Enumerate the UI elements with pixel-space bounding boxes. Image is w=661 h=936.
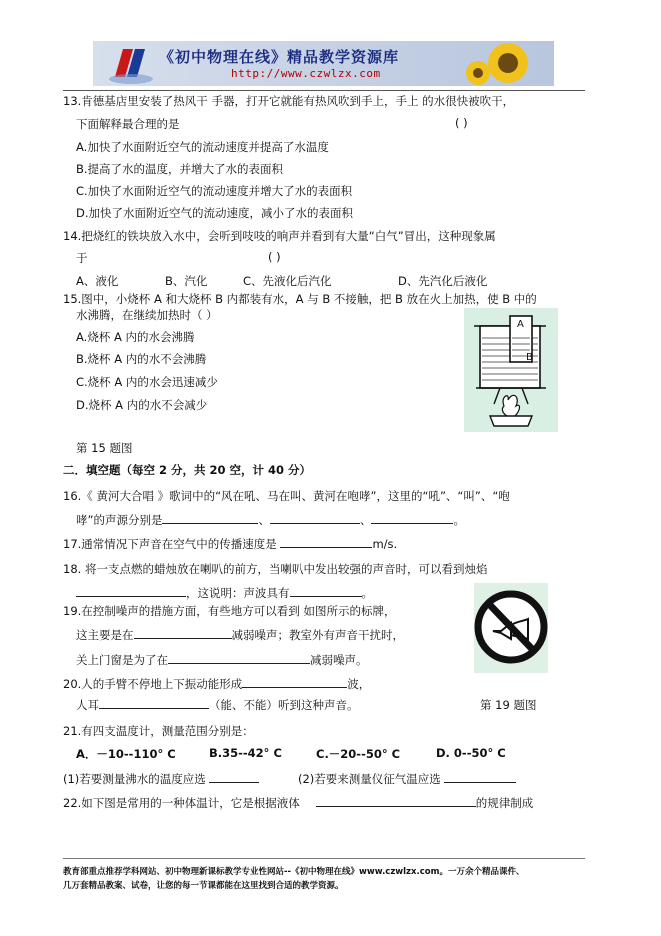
- q13-option-c: C.加快了水面附近空气的流动速度并增大了水的表面积: [76, 184, 353, 198]
- q19-blank-1[interactable]: [134, 627, 232, 639]
- q18-blank-2[interactable]: [290, 585, 362, 597]
- q20-line2-a: 人耳: [76, 698, 99, 712]
- q21-option-b: B.35--42° C: [209, 746, 282, 760]
- q20-blank-2[interactable]: [99, 697, 209, 709]
- q19-line3-a: 关上门窗是为了在: [76, 653, 168, 667]
- q15-beaker-figure: [464, 308, 558, 432]
- banner-title: 《初中物理在线》精品教学资源库: [159, 48, 400, 66]
- q14-option-b: B、汽化: [165, 274, 208, 288]
- q18-line2: [76, 585, 373, 601]
- q19-caption: 第 19 题图: [480, 698, 537, 712]
- q15-option-d: D.烧杯 A 内的水不会减少: [76, 398, 208, 412]
- q17-unit: m/s.: [372, 537, 398, 551]
- q15-option-b: B.烧杯 A 内的水不会沸腾: [76, 352, 207, 366]
- q19-line2: [76, 627, 404, 643]
- q14-option-d: D、先汽化后液化: [398, 274, 488, 288]
- q21-option-d: D. 0--50° C: [436, 746, 506, 760]
- q19-blank-2[interactable]: [168, 652, 310, 664]
- q17-text: 17.通常情况下声音在空气中的传播速度是: [63, 537, 281, 551]
- q15-figure-label-a: A: [517, 319, 524, 330]
- q21-blank-1[interactable]: [209, 771, 259, 783]
- header-banner: [93, 41, 554, 86]
- q21-option-a: A．－10--110° C: [76, 747, 176, 761]
- q17-blank[interactable]: [280, 536, 372, 548]
- q15-figure-label-b: B: [526, 352, 533, 363]
- q15-option-c: C.烧杯 A 内的水会迅速减少: [76, 375, 218, 389]
- q16-sep-1: 、: [258, 513, 270, 527]
- q14-line1: 14.把烧红的铁块放入水中，会听到吱吱的响声并看到有大量“白气”冒出，这种现象属: [63, 229, 496, 243]
- q21-line1: 21.有四支温度计，测量范围分别是：: [63, 724, 254, 738]
- q21-sub1: [63, 771, 259, 787]
- q16-line2: [76, 512, 465, 528]
- q20-blank-1[interactable]: [242, 676, 347, 688]
- q21-sub2: [298, 771, 516, 787]
- q19-no-horn-sign: [474, 583, 548, 673]
- q19-line1: 19.在控制噪声的措施方面，有些地方可以看到 如图所示的标牌，: [63, 604, 396, 618]
- q14-answer-paren: ( ): [268, 250, 281, 264]
- q15-line2: 水沸腾，在继续加热时（ ）: [76, 308, 218, 322]
- q20-line1: [63, 676, 370, 692]
- q18-mid: ，这说明：声波具有: [186, 586, 290, 600]
- q15-caption: 第 15 题图: [76, 441, 133, 455]
- q22-blank[interactable]: [316, 795, 476, 807]
- q14-option-a: A、液化: [76, 274, 119, 288]
- q19-line3: [76, 652, 368, 668]
- q19-line2-b: 减弱噪声；教室外有声音干扰时，: [231, 628, 404, 642]
- header-divider: [63, 90, 585, 91]
- q16-sep-2: 、: [359, 513, 372, 527]
- q16-blank-3[interactable]: [371, 512, 453, 524]
- q17-line: [63, 536, 397, 552]
- q20-line2-b: （能、不能）听到这种声音。: [209, 698, 359, 712]
- q18-blank-1[interactable]: [76, 585, 186, 597]
- q22-line1-a: 22.如下图是常用的一种体温计，它是根据液体: [63, 796, 300, 810]
- q13-line1: 13.肯德基店里安装了热风干 手器，打开它就能有热风吹到手上，手上 的水很快被吹干，: [63, 94, 515, 108]
- q19-line3-b: 减弱噪声。: [310, 653, 368, 667]
- q16-line2-text: 哮”的声源分别是: [76, 513, 163, 527]
- q15-line1: 15.图中，小烧杯 A 和大烧杯 B 内都装有水，A 与 B 不接触，把 B 放在火上加热，使 B 中的: [63, 292, 537, 306]
- q14-option-c: C、先液化后汽化: [243, 274, 332, 288]
- q14-line2: 于: [76, 251, 88, 265]
- q21-option-c: C.－20--50° C: [316, 747, 401, 761]
- q18-line1: 18. 将一支点燃的蜡烛放在喇叭的前方，当喇叭中发出较强的声音时，可以看到烛焰: [63, 562, 488, 576]
- footer-line2: 几万套精品教案、试卷，让您的每一节课都能在这里找到合适的教学资源。: [63, 881, 344, 891]
- footer-divider: [63, 858, 585, 859]
- q16-blank-2[interactable]: [270, 512, 360, 524]
- q13-option-d: D.加快了水面附近空气的流动速度，减小了水的表面积: [76, 206, 354, 220]
- q15-option-a: A.烧杯 A 内的水会沸腾: [76, 330, 195, 344]
- q21-sub2-text: (2)若要来测量仪征气温应选: [298, 772, 445, 786]
- q18-end: 。: [361, 586, 373, 600]
- q22-line1-b: 的规律制成: [475, 796, 534, 810]
- banner-url[interactable]: http://www.czwlzx.com: [231, 67, 381, 80]
- footer-line1: 教育部重点推荐学科网站、初中物理新课标教学专业性网站--《初中物理在线》www.czwlzx.com。一万余个精品课件、: [63, 867, 525, 877]
- q16-blank-1[interactable]: [162, 512, 258, 524]
- section-title: 二．填空题（每空 2 分，共 20 空，计 40 分）: [63, 463, 312, 477]
- q13-answer-paren: ( ): [455, 116, 468, 130]
- q16-line1: 16.《 黄河大合唱 》歌词中的“风在吼、马在叫、黄河在咆哮”，这里的“吼”、“叫”、“咆: [63, 489, 510, 503]
- q20-line2: [76, 697, 359, 713]
- q19-line2-a: 这主要是在: [76, 628, 134, 642]
- q21-blank-2[interactable]: [444, 771, 516, 783]
- q20-line1-b: 波，: [347, 677, 371, 691]
- q16-end: 。: [453, 513, 465, 527]
- q13-option-a: A.加快了水面附近空气的流动速度并提高了水温度: [76, 140, 329, 154]
- q13-line2: 下面解释最合理的是: [76, 117, 180, 131]
- q20-line1-a: 20.人的手臂不停地上下振动能形成: [63, 677, 243, 691]
- q13-option-b: B.提高了水的温度，并增大了水的表面积: [76, 162, 284, 176]
- q22-line1: [63, 795, 533, 811]
- q21-sub1-text: (1)若要测量沸水的温度应选: [63, 772, 210, 786]
